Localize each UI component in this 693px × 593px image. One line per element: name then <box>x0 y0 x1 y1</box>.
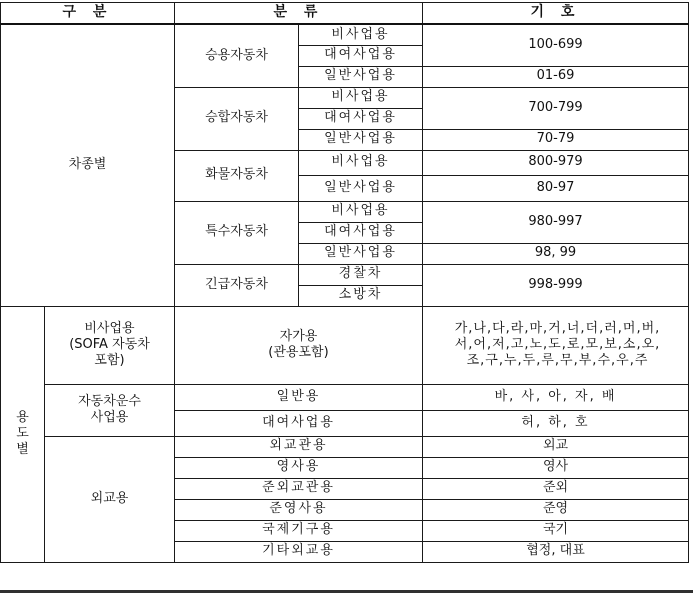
intl-org-symbol: 국기 <box>423 520 689 541</box>
transport-general: 일반용 <box>175 384 423 410</box>
private-use-symbols: 가,나,다,라,마,거,너,더,러,머,버, 서,어,저,고,노,도,로,모,보,소,오, 조,구,누,두,루,무,부,수,우,주 <box>423 306 689 384</box>
special-rental: 대여사업용 <box>299 222 423 243</box>
passenger-general: 일반사업용 <box>299 66 423 87</box>
truck-non-business: 비사업용 <box>299 150 423 175</box>
van-general-symbol: 70-79 <box>423 129 689 150</box>
usage-char: 용 <box>16 409 29 425</box>
diplomatic-symbol: 외교 <box>423 436 689 457</box>
passenger-non-business: 비사업용 <box>299 24 423 45</box>
passenger-car-label: 승용자동차 <box>175 24 299 87</box>
transport-rental: 대여사업용 <box>175 410 423 436</box>
emergency-fire: 소방차 <box>299 285 423 306</box>
usage-char: 별 <box>16 442 29 458</box>
vehicle-type-category: 차종별 <box>1 24 175 306</box>
plate-symbol-table <box>0 2 689 563</box>
consular-symbol: 영사 <box>423 457 689 478</box>
private-use-class: 자가용 (관용포함) <box>175 306 423 384</box>
diplomatic-class: 외교관용 <box>175 436 423 457</box>
table-row <box>1 306 689 384</box>
usage-category <box>1 306 45 562</box>
truck-general-symbol: 80-97 <box>423 175 689 201</box>
passenger-symbol-range: 100-699 <box>423 24 689 66</box>
truck-general: 일반사업용 <box>299 175 423 201</box>
truck-symbol-range: 800-979 <box>423 150 689 175</box>
van-symbol-range: 700-799 <box>423 87 689 129</box>
table-row <box>1 436 689 457</box>
van-rental: 대여사업용 <box>299 108 423 129</box>
van-non-business: 비사업용 <box>299 87 423 108</box>
special-symbol-range: 980-997 <box>423 201 689 243</box>
header-symbol: 기 호 <box>423 3 689 25</box>
header-classification: 분 류 <box>175 3 423 25</box>
emergency-label: 긴급자동차 <box>175 264 299 306</box>
other-diplomatic-class: 기타외교용 <box>175 541 423 562</box>
consular-class: 영사용 <box>175 457 423 478</box>
other-diplomatic-symbol: 협정, 대표 <box>423 541 689 562</box>
transport-rental-symbols: 허, 하, 호 <box>423 410 689 436</box>
emergency-police: 경찰차 <box>299 264 423 285</box>
semi-consular-symbol: 준영 <box>423 499 689 520</box>
table-row <box>1 384 689 410</box>
semi-diplomatic-symbol: 준외 <box>423 478 689 499</box>
intl-org-class: 국제기구용 <box>175 520 423 541</box>
transport-general-symbols: 바, 사, 아, 자, 배 <box>423 384 689 410</box>
van-label: 승합자동차 <box>175 87 299 150</box>
header-row <box>1 3 689 25</box>
special-general-symbol: 98, 99 <box>423 243 689 264</box>
usage-char: 도 <box>16 425 29 441</box>
truck-label: 화물자동차 <box>175 150 299 201</box>
semi-diplomatic-class: 준외교관용 <box>175 478 423 499</box>
passenger-general-symbol: 01-69 <box>423 66 689 87</box>
private-use-label: 비사업용 (SOFA 자동차 포함) <box>45 306 175 384</box>
special-general: 일반사업용 <box>299 243 423 264</box>
passenger-rental: 대여사업용 <box>299 45 423 66</box>
header-category: 구 분 <box>1 3 175 25</box>
special-label: 특수자동차 <box>175 201 299 264</box>
table-row <box>1 24 689 45</box>
emergency-symbol-range: 998-999 <box>423 264 689 306</box>
diplomatic-label: 외교용 <box>45 436 175 562</box>
semi-consular-class: 준영사용 <box>175 499 423 520</box>
van-general: 일반사업용 <box>299 129 423 150</box>
special-non-business: 비사업용 <box>299 201 423 222</box>
transport-business-label: 자동차운수 사업용 <box>45 384 175 436</box>
